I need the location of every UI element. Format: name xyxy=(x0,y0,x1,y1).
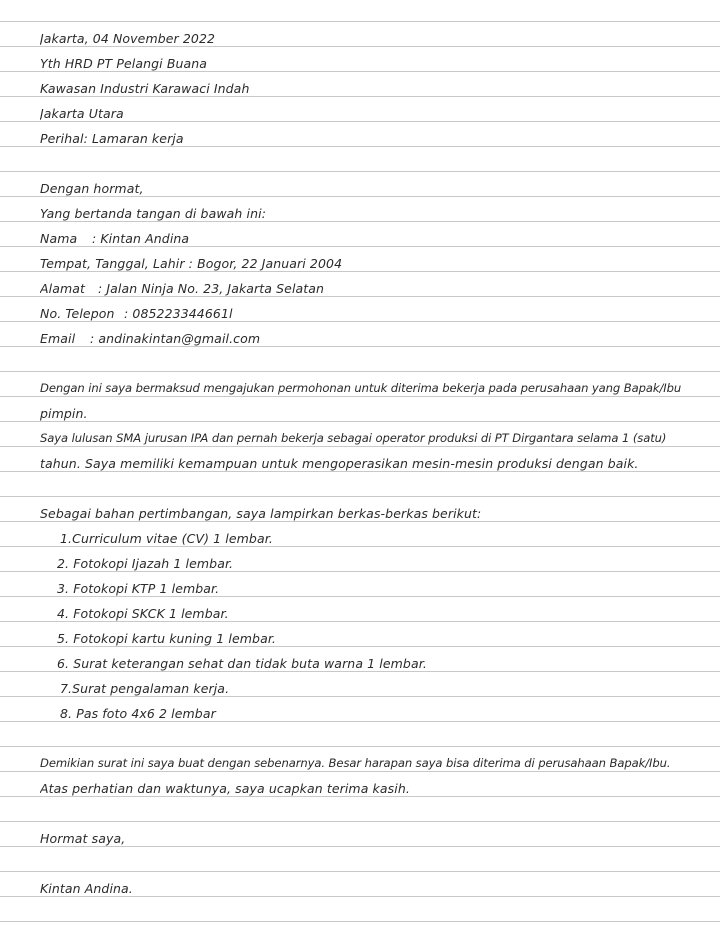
attachment-item: 4. Fotokopi SKCK 1 lembar. xyxy=(57,606,229,621)
attachment-item: 7.Surat pengalaman kerja. xyxy=(60,681,230,696)
body-paragraph-2-line-1: Saya lulusan SMA jurusan IPA dan pernah bekerja sebagai operator produksi di PT Dirgantara selama 1 (satu) xyxy=(40,431,667,445)
sign-off: Hormat saya, xyxy=(40,831,126,846)
recipient-line-1: Yth HRD PT Pelangi Buana xyxy=(40,56,208,71)
signature-name: Kintan Andina. xyxy=(40,881,133,896)
closing-line-1: Demikian surat ini saya buat dengan sebenarnya. Besar harapan saya bisa diterima di perusahaan Bapak/Ibu. xyxy=(40,756,671,770)
attachment-item: 5. Fotokopi kartu kuning 1 lembar. xyxy=(57,631,277,646)
name-value: : Kintan Andina xyxy=(92,231,190,246)
attachment-item: 1.Curriculum vitae (CV) 1 lembar. xyxy=(60,531,273,546)
attachment-item: 6. Surat keterangan sehat dan tidak buta warna 1 lembar. xyxy=(57,656,427,671)
name-row xyxy=(40,226,700,251)
greeting: Dengan hormat, xyxy=(40,181,144,196)
phone-row xyxy=(40,301,700,326)
attachments-intro: Sebagai bahan pertimbangan, saya lampirkan berkas-berkas berikut: xyxy=(40,506,482,521)
birth-row: Tempat, Tanggal, Lahir : Bogor, 22 Januari 2004 xyxy=(40,256,343,271)
attachment-item: 3. Fotokopi KTP 1 lembar. xyxy=(57,581,220,596)
subject-line: Perihal: Lamaran kerja xyxy=(40,131,184,146)
attachment-item: 2. Fotokopi Ijazah 1 lembar. xyxy=(57,556,234,571)
closing-line-2: Atas perhatian dan waktunya, saya ucapkan terima kasih. xyxy=(40,781,410,796)
attachment-item: 8. Pas foto 4x6 2 lembar xyxy=(60,706,216,721)
recipient-line-3: Jakarta Utara xyxy=(40,106,124,121)
recipient-line-2: Kawasan Industri Karawaci Indah xyxy=(40,81,250,96)
email-value: : andinakintan@gmail.com xyxy=(90,331,261,346)
body-paragraph-1-line-1: Dengan ini saya bermaksud mengajukan permohonan untuk diterima bekerja pada perusahaan yang Bapak/Ibu xyxy=(40,381,682,395)
phone-label: No. Telepon xyxy=(40,306,115,321)
body-paragraph-1-line-2: pimpin. xyxy=(40,406,88,421)
email-row xyxy=(40,326,700,351)
body-paragraph-2-line-2: tahun. Saya memiliki kemampuan untuk mengoperasikan mesin-mesin produksi dengan baik. xyxy=(40,456,639,471)
email-label: Email xyxy=(40,331,76,346)
name-label: Nama xyxy=(40,231,78,246)
address-value: : Jalan Ninja No. 23, Jakarta Selatan xyxy=(98,281,325,296)
date-line: Jakarta, 04 November 2022 xyxy=(40,31,216,46)
intro-line: Yang bertanda tangan di bawah ini: xyxy=(40,206,267,221)
address-row xyxy=(40,276,700,301)
phone-value: : 085223344661l xyxy=(124,306,233,321)
address-label: Alamat xyxy=(40,281,86,296)
